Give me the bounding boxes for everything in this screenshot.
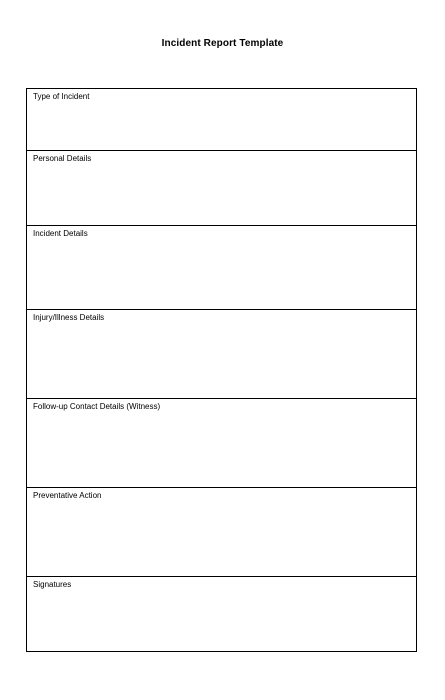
section-label-incident-details: Incident Details [33,229,88,238]
section-incident-details[interactable] [27,226,416,310]
section-label-preventative-action: Preventative Action [33,491,102,500]
section-personal-details[interactable] [27,151,416,226]
section-label-follow-up-contact-details: Follow-up Contact Details (Witness) [33,402,161,411]
section-label-signatures: Signatures [33,580,72,589]
section-preventative-action[interactable] [27,488,416,577]
page-title: Incident Report Template [161,38,284,49]
section-signatures[interactable] [27,577,416,651]
section-label-type-of-incident: Type of Incident [33,92,90,101]
section-label-injury-illness-details: Injury/Illness Details [33,313,105,322]
incident-report-form [26,88,417,652]
section-type-of-incident[interactable] [27,89,416,151]
section-label-personal-details: Personal Details [33,154,92,163]
section-injury-illness-details[interactable] [27,310,416,399]
section-follow-up-contact-details[interactable] [27,399,416,488]
